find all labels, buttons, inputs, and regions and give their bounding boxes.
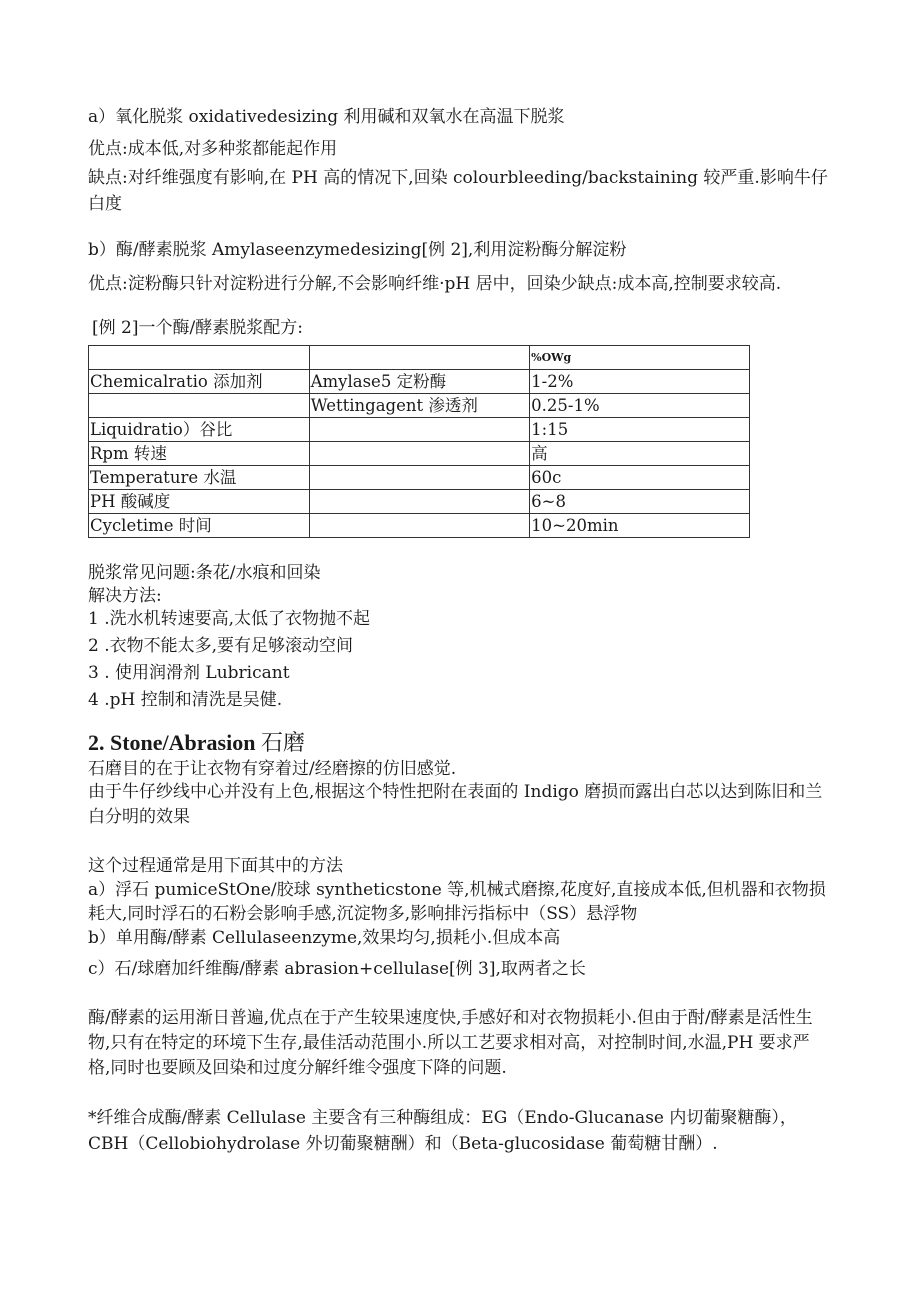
- table-cell: 60c: [530, 466, 750, 490]
- table-row: [89, 346, 750, 370]
- list-item: 4 .pH 控制和清洗是吴健.: [88, 690, 283, 710]
- document-page: [88, 104, 828, 1157]
- table-row: [89, 466, 750, 490]
- stone-principle: 由于牛仔纱线中心并没有上色,根据这个特性把附在表面的 Indigo 磨损而露出白芯以达到陈旧和兰白分明的效果: [88, 782, 823, 827]
- recipe-caption: [例 2]一个酶/酵素脱浆配方:: [92, 318, 303, 338]
- table-cell: PH 酸碱度: [89, 490, 310, 514]
- heading-english: 2. Stone/Abrasion: [88, 730, 256, 755]
- table-cell: 1:15: [530, 418, 750, 442]
- table-row: [89, 490, 750, 514]
- solutions-list: [88, 606, 828, 714]
- problems-title: 脱浆常见问题:条花/水痕和回染: [88, 563, 321, 583]
- table-cell: Wettingagent 渗透剂: [309, 394, 530, 418]
- table-row: [89, 394, 750, 418]
- table-row: [89, 442, 750, 466]
- section-b-title: b）酶/酵素脱浆 Amylaseenzymedesizing[例 2],利用淀粉酶分解淀粉: [88, 240, 627, 260]
- heading-chinese: 石磨: [260, 730, 305, 755]
- table-cell: Temperature 水温: [89, 466, 310, 490]
- table-cell: [309, 442, 530, 466]
- unit-header: %OWg: [530, 346, 750, 370]
- table-cell: Amylase5 定粉酶: [309, 370, 530, 394]
- list-item: 3 . 使用润滑剂 Lubricant: [88, 663, 290, 683]
- table-cell: [309, 466, 530, 490]
- table-cell: 0.25-1%: [530, 394, 750, 418]
- table-cell: 高: [530, 442, 750, 466]
- methods-intro: 这个过程通常是用下面其中的方法: [88, 856, 343, 876]
- table-cell: Liquidratio）谷比: [89, 418, 310, 442]
- list-item: 1 .洗水机转速要高,太低了衣物抛不起: [88, 609, 371, 629]
- stone-purpose: 石磨目的在于让衣物有穿着过/经磨擦的仿旧感觉.: [88, 759, 457, 779]
- table-cell: Rpm 转速: [89, 442, 310, 466]
- recipe-table: [88, 345, 750, 538]
- section-a-cons: 缺点:对纤维强度有影响,在 PH 高的情况下,回染 colourbleeding/backstaining 较严重.影响牛仔白度: [88, 168, 828, 214]
- method-c: c）石/球磨加纤维酶/酵素 abrasion+cellulase[例 3],取两者之长: [88, 959, 586, 979]
- table-cell: 10~20min: [530, 514, 750, 538]
- table-cell: [89, 394, 310, 418]
- table-row: [89, 514, 750, 538]
- table-cell: [309, 418, 530, 442]
- method-b: b）单用酶/酵素 Cellulaseenzyme,效果均匀,损耗小.但成本高: [88, 928, 561, 948]
- method-a: a）浮石 pumiceStOne/胶球 syntheticstone 等,机械式磨擦,花度好,直接成本低,但机器和衣物损耗大,同时浮石的石粉会影响手感,沉淀物多,影响排污指标中（SS）悬浮物: [88, 880, 826, 924]
- table-row: [89, 370, 750, 394]
- section-b-pros-cons: 优点:淀粉酶只针对淀粉进行分解,不会影响纤维·pH 居中，回染少缺点:成本高,控制要求较高.: [88, 274, 782, 294]
- list-item: 2 .衣物不能太多,要有足够滚动空间: [88, 636, 354, 656]
- section-heading: [88, 728, 828, 758]
- table-cell: [309, 490, 530, 514]
- cellulase-note: *纤维合成酶/酵素 Cellulase 主要含有三种酶组成：EG（Endo-Glucanase 内切葡聚糖酶），CBH（Cellobiohydrolase 外切葡聚糖酬）和（Beta-glucosidase 葡萄糖甘酬）.: [88, 1108, 797, 1154]
- enzyme-note: 酶/酵素的运用渐日普遍,优点在于产生较果速度快,手感好和对衣物损耗小.但由于酎/酵素是活性生物,只有在特定的环境下生存,最佳活动范围小.所以工艺要求相对高，对控制时间,水温,PH 要求严格,同时也要顾及回染和过度分解纤维令强度下降的问题.: [88, 1008, 813, 1078]
- section-a-title: a）氧化脱浆 oxidativedesizing 利用碱和双氧水在高温下脱浆: [88, 107, 565, 127]
- solutions-label: 解决方法:: [88, 586, 162, 606]
- section-a-pros: 优点:成本低,对多种浆都能起作用: [88, 139, 338, 159]
- table-cell: 1-2%: [530, 370, 750, 394]
- table-cell: [309, 514, 530, 538]
- table-cell: Chemicalratio 添加剂: [89, 370, 310, 394]
- table-cell: Cycletime 时间: [89, 514, 310, 538]
- table-cell: 6~8: [530, 490, 750, 514]
- table-row: [89, 418, 750, 442]
